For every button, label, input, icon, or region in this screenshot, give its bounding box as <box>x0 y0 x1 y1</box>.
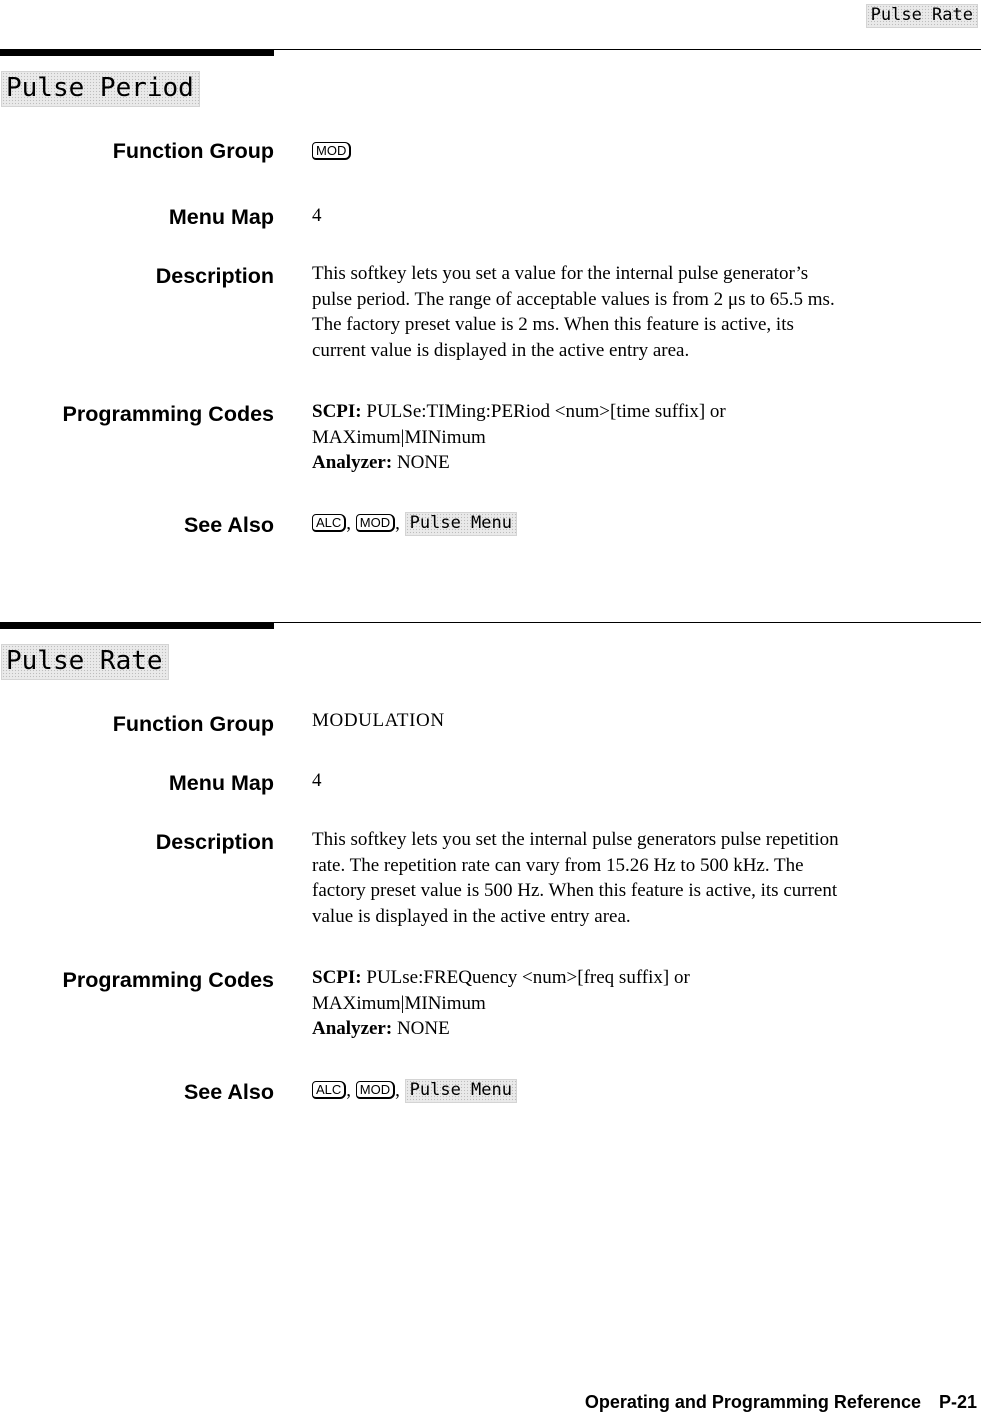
scpi-keyword: SCPI: <box>312 401 362 422</box>
function-group-label: Function Group <box>112 139 274 163</box>
analyzer-value: NONE <box>396 1018 450 1040</box>
footer-section-title: Operating and Programming Reference <box>584 1392 921 1412</box>
comma: , <box>395 513 405 534</box>
description-text <box>312 261 980 364</box>
function-group-value <box>312 139 980 165</box>
see-also-label: See Also <box>183 513 274 537</box>
programming-codes-label: Programming Codes <box>62 968 274 992</box>
menu-map-value: 4 <box>312 205 322 226</box>
analyzer-value: NONE <box>396 452 450 474</box>
mod-key: MOD <box>356 514 395 532</box>
description-label: Description <box>155 264 274 288</box>
page-footer <box>585 1392 977 1413</box>
entry-title-pulse-rate: Pulse Rate <box>1 644 169 680</box>
scpi-command: PULse:FREQuency <num>[freq suffix] or <box>366 967 690 988</box>
description-line: factory preset value is 500 Hz. When this feature is active, its current <box>312 880 838 902</box>
programming-codes-label: Programming Codes <box>62 402 274 426</box>
analyzer-line <box>312 450 980 476</box>
section-rule-thin <box>274 49 981 50</box>
section-rule-thick <box>0 622 274 629</box>
description-line: This softkey lets you set the internal pulse generators pulse repetition <box>312 829 839 850</box>
menu-map-value: 4 <box>312 770 322 791</box>
menu-map-label: Menu Map <box>168 205 274 229</box>
scpi-keyword: SCPI: <box>312 967 362 988</box>
menu-map-label: Menu Map <box>168 771 274 795</box>
pulse-menu-softkey: Pulse Menu <box>405 1079 517 1103</box>
description-line: The factory preset value is 2 ms. When this feature is active, its <box>312 314 794 336</box>
alc-key: ALC <box>312 514 346 532</box>
scpi-command: PULSe:TIMing:PERiod <num>[time suffix] or <box>366 401 726 422</box>
comma: , <box>346 513 356 534</box>
description-line: value is displayed in the active entry area. <box>312 906 631 928</box>
scpi-line-2: MAXimum|MINimum <box>312 426 486 448</box>
see-also-list <box>312 511 980 537</box>
scpi-line <box>312 399 980 425</box>
analyzer-line <box>312 1016 980 1042</box>
programming-codes-text <box>312 965 980 1042</box>
description-text <box>312 827 980 930</box>
description-line: rate. The repetition rate can vary from 15.26 Hz to 500 kHz. The <box>312 854 804 876</box>
scpi-line <box>312 965 980 991</box>
analyzer-keyword: Analyzer: <box>312 1018 393 1040</box>
scpi-line-2: MAXimum|MINimum <box>312 992 486 1014</box>
see-also-label: See Also <box>183 1080 274 1104</box>
function-group-value: MODULATION <box>312 710 445 731</box>
see-also-list <box>312 1078 980 1104</box>
description-line: current value is displayed in the active entry area. <box>312 340 690 362</box>
pulse-menu-softkey: Pulse Menu <box>405 512 517 536</box>
entry-title-pulse-period: Pulse Period <box>1 71 200 107</box>
page-number: P-21 <box>938 1392 977 1412</box>
description-line: pulse period. The range of acceptable values is from 2 μs to 65.5 ms. <box>312 288 835 310</box>
description-label: Description <box>155 830 274 854</box>
comma: , <box>346 1080 356 1101</box>
description-line: This softkey lets you set a value for the internal pulse generator’s <box>312 263 809 284</box>
mod-key: MOD <box>356 1081 395 1099</box>
comma: , <box>395 1080 405 1101</box>
section-rule-thick <box>0 49 274 56</box>
programming-codes-text <box>312 399 980 476</box>
alc-key: ALC <box>312 1081 346 1099</box>
section-rule-thin <box>274 622 981 623</box>
running-head-softkey: Pulse Rate <box>866 4 978 28</box>
mod-key: MOD <box>312 142 351 160</box>
function-group-label: Function Group <box>112 712 274 736</box>
analyzer-keyword: Analyzer: <box>312 452 393 474</box>
